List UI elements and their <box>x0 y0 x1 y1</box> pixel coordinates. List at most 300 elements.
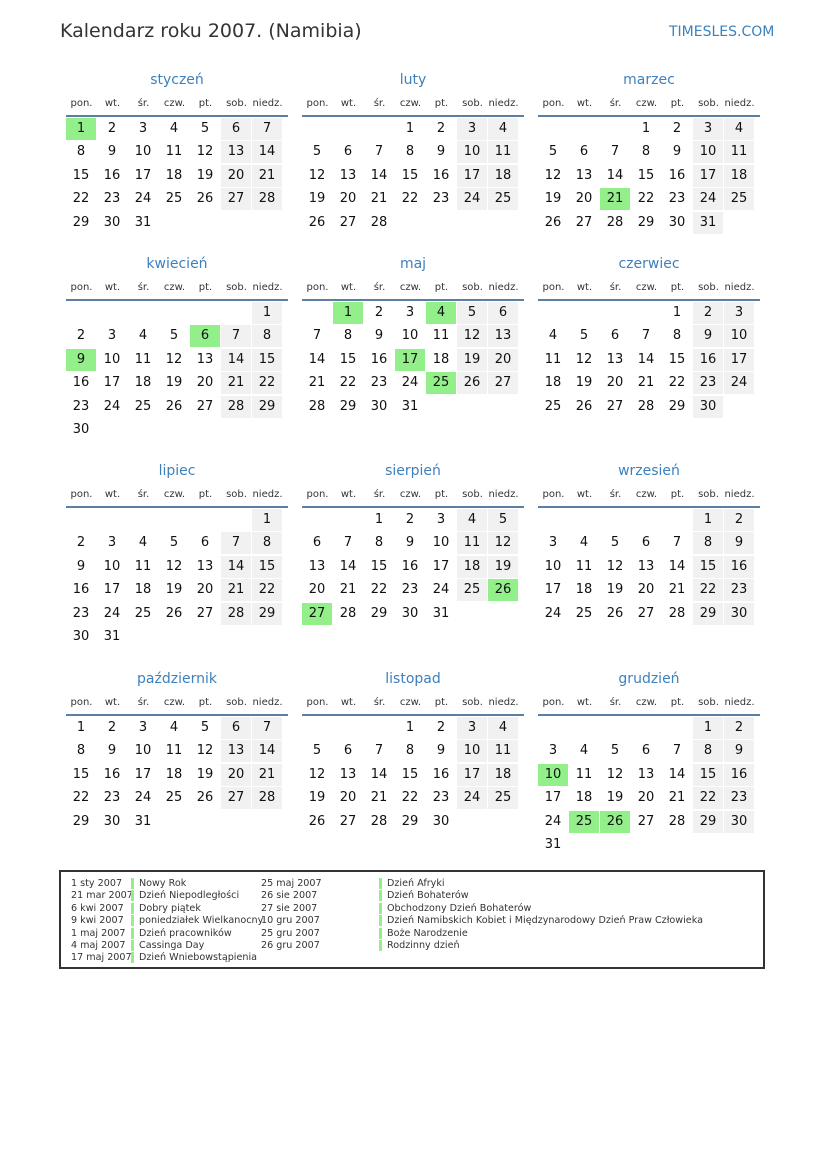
day-cell: 28 <box>252 188 282 210</box>
day-cell: 18 <box>575 582 593 598</box>
day-cell: 2 <box>374 305 384 320</box>
day-cell: 1 <box>252 302 282 324</box>
day-cell: 21 <box>668 582 686 598</box>
weekday-label: pon. <box>70 282 93 293</box>
header-rule <box>66 714 288 716</box>
day-cell: 29 <box>693 603 723 625</box>
month-title: kwiecień <box>146 256 208 272</box>
day-cell: 18 <box>488 764 518 786</box>
legend-date: 4 maj 2007 <box>71 940 126 951</box>
weekday-label: czw. <box>635 282 658 293</box>
header-rule <box>538 506 760 508</box>
day-cell: 27 <box>339 214 357 230</box>
day-cell: 7 <box>374 144 384 160</box>
day-cell: 13 <box>606 351 624 367</box>
day-cell: 25 <box>165 790 183 806</box>
holiday-day-cell: 6 <box>190 325 220 347</box>
day-cell: 1 <box>252 509 282 531</box>
day-cell: 1 <box>693 509 723 531</box>
weekday-label: pt. <box>434 697 449 708</box>
site-link[interactable]: TIMESLES.COM <box>669 24 775 40</box>
day-cell: 26 <box>196 191 214 207</box>
day-cell: 28 <box>668 813 686 829</box>
day-cell: 13 <box>575 167 593 183</box>
month-title: styczeń <box>150 72 204 88</box>
weekday-label: śr. <box>373 489 386 500</box>
day-cell: 10 <box>457 141 487 163</box>
day-cell: 30 <box>724 603 754 625</box>
day-cell: 22 <box>339 375 357 391</box>
day-cell: 1 <box>405 121 415 136</box>
weekday-label: pt. <box>198 282 213 293</box>
weekday-header <box>66 697 288 711</box>
day-cell: 24 <box>724 372 754 394</box>
weekday-label: pon. <box>70 697 93 708</box>
day-cell: 9 <box>672 144 682 160</box>
day-cell: 9 <box>724 532 754 554</box>
day-cell: 10 <box>103 351 121 367</box>
day-cell: 23 <box>724 579 754 601</box>
day-cell: 25 <box>165 191 183 207</box>
day-cell: 2 <box>107 121 117 136</box>
day-cell: 14 <box>370 766 388 782</box>
month-calendar <box>538 72 760 262</box>
day-cell: 19 <box>308 191 326 207</box>
day-cell: 18 <box>488 165 518 187</box>
weekday-header <box>66 98 288 112</box>
day-cell: 18 <box>165 167 183 183</box>
day-cell: 18 <box>544 375 562 391</box>
day-cell: 3 <box>107 328 117 344</box>
day-cell: 9 <box>693 325 723 347</box>
legend-holiday-name: Dzień Namibskich Kobiet i Międzynarodowy Dzień Praw Człowieka <box>379 915 703 926</box>
day-cell: 29 <box>72 813 90 829</box>
day-cell: 25 <box>488 188 518 210</box>
day-cell: 13 <box>221 740 251 762</box>
day-cell: 3 <box>436 512 446 527</box>
weekday-label: sob. <box>226 98 247 109</box>
day-cell: 20 <box>221 165 251 187</box>
day-cell: 7 <box>343 535 353 551</box>
day-cell: 23 <box>432 191 450 207</box>
day-cell: 6 <box>221 717 251 739</box>
day-cell: 6 <box>312 535 322 551</box>
day-cell: 13 <box>339 167 357 183</box>
day-cell: 3 <box>548 743 558 759</box>
day-cell: 5 <box>312 144 322 160</box>
day-cell: 23 <box>401 582 419 598</box>
day-cell: 6 <box>610 328 620 344</box>
day-cell: 12 <box>196 144 214 160</box>
day-cell: 10 <box>401 328 419 344</box>
weekday-label: czw. <box>399 697 422 708</box>
day-cell: 7 <box>252 118 282 140</box>
day-cell: 8 <box>405 144 415 160</box>
day-cell: 11 <box>457 532 487 554</box>
day-cell: 8 <box>693 532 723 554</box>
day-cell: 8 <box>693 740 723 762</box>
day-cell: 25 <box>575 605 593 621</box>
day-cell: 15 <box>693 764 723 786</box>
day-cell: 9 <box>436 743 446 759</box>
weekday-label: pt. <box>670 98 685 109</box>
day-cell: 19 <box>488 556 518 578</box>
legend-holiday-name: Dzień Wniebowstąpienia <box>131 952 257 963</box>
weekday-label: śr. <box>137 98 150 109</box>
day-cell: 8 <box>374 535 384 551</box>
weekday-label: wt. <box>576 282 593 293</box>
weekday-label: czw. <box>163 282 186 293</box>
day-cell: 10 <box>432 535 450 551</box>
month-title: luty <box>399 72 427 88</box>
day-cell: 6 <box>579 144 589 160</box>
day-cell: 30 <box>432 813 450 829</box>
day-cell: 7 <box>672 535 682 551</box>
day-cell: 16 <box>370 351 388 367</box>
weekday-label: śr. <box>609 697 622 708</box>
day-cell: 19 <box>165 375 183 391</box>
day-cell: 5 <box>579 328 589 344</box>
weekday-label: pon. <box>306 282 329 293</box>
day-cell: 20 <box>308 582 326 598</box>
day-cell: 16 <box>103 766 121 782</box>
day-cell: 4 <box>724 118 754 140</box>
holiday-day-cell: 21 <box>600 188 630 210</box>
day-cell: 29 <box>668 398 686 414</box>
day-cell: 8 <box>76 743 86 759</box>
day-cell: 23 <box>72 605 90 621</box>
legend-holiday-name: Dzień pracowników <box>131 928 232 939</box>
day-cell: 29 <box>252 396 282 418</box>
day-cell: 27 <box>637 813 655 829</box>
day-cell: 27 <box>575 214 593 230</box>
day-cell: 1 <box>76 720 86 735</box>
day-cell: 5 <box>488 509 518 531</box>
day-cell: 4 <box>488 118 518 140</box>
day-cell: 2 <box>107 720 117 735</box>
day-cell: 21 <box>221 579 251 601</box>
month-calendar <box>538 256 760 446</box>
weekday-header <box>66 489 288 503</box>
month-title: maj <box>399 256 427 272</box>
legend-date: 26 gru 2007 <box>261 940 320 951</box>
day-cell: 4 <box>548 328 558 344</box>
day-cell: 26 <box>196 790 214 806</box>
day-cell: 5 <box>169 535 179 551</box>
day-cell: 2 <box>76 328 86 344</box>
holiday-legend <box>59 870 765 969</box>
day-cell: 26 <box>575 398 593 414</box>
day-cell: 5 <box>610 535 620 551</box>
header-rule <box>538 299 760 301</box>
header-rule <box>538 714 760 716</box>
day-cell: 19 <box>544 191 562 207</box>
day-cell: 22 <box>668 375 686 391</box>
day-cell: 8 <box>343 328 353 344</box>
day-cell: 1 <box>693 717 723 739</box>
header-rule <box>66 115 288 117</box>
day-cell: 15 <box>370 558 388 574</box>
day-cell: 21 <box>370 191 388 207</box>
day-cell: 17 <box>544 582 562 598</box>
day-cell: 15 <box>252 556 282 578</box>
weekday-label: czw. <box>635 697 658 708</box>
weekday-label: sob. <box>226 697 247 708</box>
weekday-label: pon. <box>306 98 329 109</box>
legend-date: 26 sie 2007 <box>261 890 318 902</box>
day-cell: 15 <box>401 766 419 782</box>
day-cell: 4 <box>138 328 148 344</box>
day-cell: 27 <box>196 398 214 414</box>
day-cell: 26 <box>606 605 624 621</box>
weekday-header <box>66 282 288 296</box>
day-cell: 14 <box>221 556 251 578</box>
holiday-day-cell: 27 <box>302 603 332 625</box>
day-cell: 20 <box>606 375 624 391</box>
header-rule <box>302 714 524 716</box>
legend-holiday-name: Nowy Rok <box>131 878 186 889</box>
day-cell: 20 <box>221 764 251 786</box>
day-cell: 16 <box>432 766 450 782</box>
day-cell: 12 <box>165 558 183 574</box>
day-cell: 8 <box>672 328 682 344</box>
day-cell: 31 <box>432 605 450 621</box>
day-cell: 21 <box>668 790 686 806</box>
day-cell: 22 <box>72 790 90 806</box>
day-cell: 10 <box>457 740 487 762</box>
day-cell: 2 <box>724 717 754 739</box>
day-cell: 18 <box>165 766 183 782</box>
day-cell: 16 <box>103 167 121 183</box>
day-cell: 2 <box>405 512 415 527</box>
day-cell: 13 <box>221 141 251 163</box>
day-cell: 24 <box>134 191 152 207</box>
legend-holiday-name: Dzień Bohaterów <box>379 890 469 901</box>
weekday-label: wt. <box>104 489 121 500</box>
month-title: czerwiec <box>618 256 680 272</box>
legend-date: 6 kwi 2007 <box>71 902 124 914</box>
day-cell: 6 <box>488 302 518 324</box>
month-calendar <box>66 256 288 446</box>
day-cell: 2 <box>672 121 682 136</box>
weekday-label: czw. <box>399 98 422 109</box>
day-cell: 7 <box>312 328 322 344</box>
day-cell: 23 <box>103 790 121 806</box>
day-cell: 11 <box>575 766 593 782</box>
day-cell: 9 <box>405 535 415 551</box>
day-cell: 23 <box>432 790 450 806</box>
weekday-label: czw. <box>635 489 658 500</box>
day-cell: 1 <box>672 305 682 320</box>
day-cell: 20 <box>575 191 593 207</box>
day-cell: 22 <box>401 790 419 806</box>
day-cell: 10 <box>134 144 152 160</box>
day-cell: 28 <box>308 398 326 414</box>
legend-date: 1 sty 2007 <box>71 878 123 889</box>
day-cell: 19 <box>165 582 183 598</box>
day-cell: 26 <box>308 214 326 230</box>
month-calendar <box>302 671 524 861</box>
weekday-header <box>538 282 760 296</box>
weekday-label: wt. <box>576 697 593 708</box>
day-cell: 17 <box>134 766 152 782</box>
holiday-day-cell: 25 <box>426 372 456 394</box>
day-cell: 1 <box>374 512 384 527</box>
day-cell: 14 <box>370 167 388 183</box>
day-cell: 27 <box>606 398 624 414</box>
weekday-label: wt. <box>576 489 593 500</box>
weekday-label: pon. <box>70 489 93 500</box>
weekday-label: czw. <box>163 489 186 500</box>
holiday-day-cell: 9 <box>66 349 96 371</box>
weekday-label: wt. <box>340 282 357 293</box>
day-cell: 12 <box>308 766 326 782</box>
day-cell: 19 <box>196 167 214 183</box>
day-cell: 14 <box>339 558 357 574</box>
month-title: wrzesień <box>618 463 680 479</box>
weekday-label: niedz. <box>252 489 283 500</box>
day-cell: 27 <box>488 372 518 394</box>
day-cell: 12 <box>606 558 624 574</box>
day-cell: 30 <box>401 605 419 621</box>
day-cell: 22 <box>401 191 419 207</box>
day-cell: 11 <box>165 144 183 160</box>
legend-date: 17 maj 2007 <box>71 952 132 964</box>
weekday-label: niedz. <box>252 697 283 708</box>
weekday-label: wt. <box>104 98 121 109</box>
page-title: Kalendarz roku 2007. (Namibia) <box>60 20 362 42</box>
day-cell: 3 <box>405 305 415 320</box>
weekday-label: niedz. <box>488 697 519 708</box>
day-cell: 30 <box>103 813 121 829</box>
weekday-label: sob. <box>462 98 483 109</box>
holiday-day-cell: 1 <box>66 118 96 140</box>
weekday-label: pon. <box>542 282 565 293</box>
day-cell: 31 <box>401 398 419 414</box>
day-cell: 26 <box>457 372 487 394</box>
day-cell: 24 <box>134 790 152 806</box>
day-cell: 4 <box>457 509 487 531</box>
day-cell: 2 <box>76 535 86 551</box>
day-cell: 16 <box>724 556 754 578</box>
month-calendar <box>66 671 288 861</box>
weekday-label: śr. <box>373 98 386 109</box>
day-cell: 20 <box>339 790 357 806</box>
day-cell: 17 <box>432 558 450 574</box>
day-cell: 20 <box>196 375 214 391</box>
day-cell: 5 <box>610 743 620 759</box>
day-cell: 15 <box>668 351 686 367</box>
weekday-label: wt. <box>104 282 121 293</box>
weekday-label: niedz. <box>724 98 755 109</box>
legend-date: 10 gru 2007 <box>261 915 320 927</box>
holiday-day-cell: 10 <box>538 764 568 786</box>
weekday-label: pt. <box>670 697 685 708</box>
day-cell: 19 <box>196 766 214 782</box>
day-cell: 4 <box>488 717 518 739</box>
weekday-label: sob. <box>698 98 719 109</box>
weekday-label: wt. <box>104 697 121 708</box>
day-cell: 14 <box>606 167 624 183</box>
day-cell: 11 <box>488 141 518 163</box>
day-cell: 17 <box>457 764 487 786</box>
day-cell: 5 <box>200 121 210 136</box>
day-cell: 16 <box>72 582 90 598</box>
day-cell: 3 <box>138 121 148 136</box>
weekday-label: śr. <box>137 697 150 708</box>
day-cell: 21 <box>221 372 251 394</box>
day-cell: 26 <box>165 398 183 414</box>
month-calendar <box>66 463 288 653</box>
day-cell: 5 <box>169 328 179 344</box>
day-cell: 27 <box>637 605 655 621</box>
header-rule <box>302 115 524 117</box>
day-cell: 11 <box>134 558 152 574</box>
day-cell: 25 <box>544 398 562 414</box>
day-cell: 6 <box>641 535 651 551</box>
day-cell: 7 <box>610 144 620 160</box>
weekday-label: niedz. <box>724 282 755 293</box>
day-cell: 19 <box>606 582 624 598</box>
day-cell: 7 <box>221 325 251 347</box>
weekday-label: pt. <box>434 489 449 500</box>
day-cell: 30 <box>72 422 90 437</box>
month-calendar <box>302 72 524 262</box>
day-cell: 2 <box>436 720 446 735</box>
day-cell: 30 <box>724 811 754 833</box>
day-cell: 25 <box>488 787 518 809</box>
weekday-label: wt. <box>340 489 357 500</box>
month-calendar <box>302 256 524 446</box>
day-cell: 22 <box>637 191 655 207</box>
day-cell: 11 <box>134 351 152 367</box>
day-cell: 10 <box>693 141 723 163</box>
day-cell: 25 <box>724 188 754 210</box>
day-cell: 21 <box>637 375 655 391</box>
weekday-label: sob. <box>226 282 247 293</box>
header-rule <box>66 506 288 508</box>
weekday-label: śr. <box>609 98 622 109</box>
legend-date: 25 maj 2007 <box>261 878 322 889</box>
day-cell: 26 <box>544 214 562 230</box>
day-cell: 31 <box>103 629 121 644</box>
day-cell: 28 <box>221 396 251 418</box>
day-cell: 28 <box>370 214 388 230</box>
day-cell: 31 <box>693 212 723 234</box>
day-cell: 15 <box>72 167 90 183</box>
legend-holiday-name: Boże Narodzenie <box>379 928 468 939</box>
month-title: marzec <box>623 72 675 88</box>
day-cell: 5 <box>312 743 322 759</box>
day-cell: 3 <box>548 535 558 551</box>
day-cell: 24 <box>457 787 487 809</box>
day-cell: 13 <box>196 351 214 367</box>
day-cell: 6 <box>343 144 353 160</box>
day-cell: 19 <box>575 375 593 391</box>
day-cell: 12 <box>488 532 518 554</box>
day-cell: 29 <box>252 603 282 625</box>
day-cell: 14 <box>668 558 686 574</box>
day-cell: 15 <box>693 556 723 578</box>
weekday-label: pt. <box>670 282 685 293</box>
day-cell: 9 <box>374 328 384 344</box>
day-cell: 9 <box>76 558 86 574</box>
day-cell: 12 <box>544 167 562 183</box>
weekday-label: niedz. <box>488 98 519 109</box>
day-cell: 17 <box>134 167 152 183</box>
day-cell: 2 <box>693 302 723 324</box>
day-cell: 17 <box>693 165 723 187</box>
